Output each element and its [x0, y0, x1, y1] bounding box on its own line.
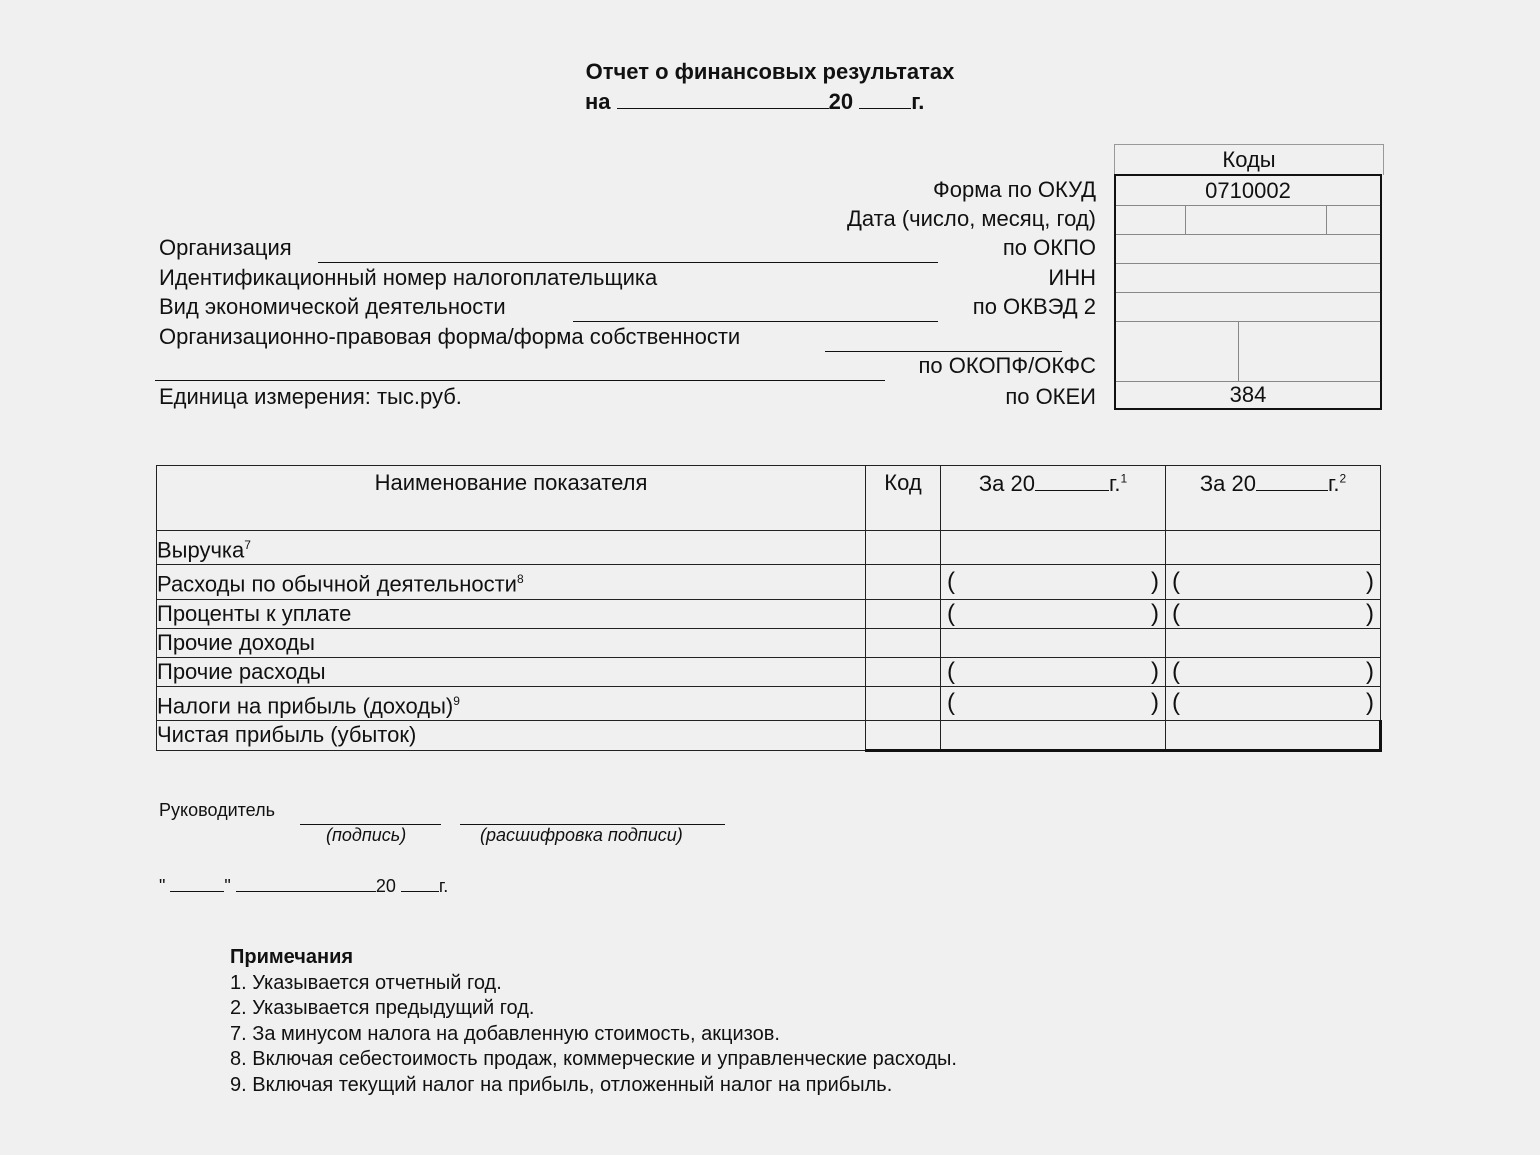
codes-box — [1114, 174, 1382, 410]
code-cell[interactable] — [866, 628, 941, 657]
inn-code-cell[interactable] — [1116, 263, 1380, 293]
inn-full-label: Идентификационный номер налогоплательщика — [159, 265, 658, 290]
code-cell[interactable] — [866, 565, 941, 599]
okopf-okfs-code-cell[interactable] — [1116, 321, 1380, 382]
date-code-cell[interactable] — [1116, 205, 1380, 235]
activity-label: Вид экономической деятельности — [159, 294, 506, 319]
table-row-net-profit — [157, 720, 1381, 750]
notes-section — [230, 945, 957, 1098]
signature-caption: (подпись) — [326, 825, 407, 845]
signature-decode-field[interactable] — [460, 804, 725, 825]
table-row-ordinary-expenses — [157, 565, 1381, 599]
okei-code-cell[interactable]: 384 — [1229, 382, 1267, 407]
current-value-cell[interactable]: ( ) — [941, 657, 1166, 686]
financial-results-table — [156, 465, 1382, 752]
note-item: 9. Включая текущий налог на прибыль, отложенный налог на прибыль. — [230, 1073, 893, 1096]
date-prefix: на — [585, 89, 611, 114]
row-label: Выручка$^7$ — [157, 531, 866, 565]
signature-date-line: " " 20 г. — [159, 871, 448, 897]
row-label: Прочие расходы — [157, 657, 866, 686]
col-header-previous-year: За 20 г.$^2$ — [1166, 466, 1381, 531]
table-row-revenue — [157, 531, 1381, 565]
date-suffix: г. — [911, 89, 925, 114]
code-cell[interactable] — [866, 720, 941, 750]
okved-label: по ОКВЭД 2 — [972, 294, 1096, 319]
unit-label: Единица измерения: тыс.руб. — [159, 384, 462, 409]
signature-decode-caption: (расшифровка подписи) — [480, 825, 683, 845]
code-cell[interactable] — [866, 599, 941, 628]
code-cell[interactable] — [866, 686, 941, 720]
legal-form-field[interactable] — [825, 331, 1062, 352]
organization-label: Организация — [159, 235, 292, 260]
activity-field[interactable] — [573, 301, 938, 322]
current-value-cell[interactable]: ( ) — [941, 599, 1166, 628]
organization-field[interactable] — [318, 242, 938, 263]
report-date-line — [585, 88, 924, 116]
current-year-field[interactable] — [1035, 470, 1109, 491]
col-header-code: Код — [866, 466, 941, 531]
okud-label: Форма по ОКУД — [933, 177, 1096, 202]
okopf-label: по ОКОПФ/ОКФС — [918, 353, 1096, 378]
legal-form-field-continued[interactable] — [155, 360, 885, 381]
note-item: 2. Указывается предыдущий год. — [230, 997, 535, 1019]
note-item: 1. Указывается отчетный год. — [230, 971, 502, 994]
table-row-income-tax — [157, 686, 1381, 720]
row-label: Расходы по обычной деятельности$^8$ — [157, 565, 866, 599]
col-header-name: Наименование показателя — [157, 466, 866, 531]
date-field[interactable] — [617, 88, 829, 109]
current-value-cell[interactable]: ( ) — [941, 565, 1166, 599]
codes-heading: Коды — [1114, 144, 1384, 175]
current-value-cell[interactable] — [941, 531, 1166, 565]
date-label: Дата (число, месяц, год) — [846, 206, 1096, 231]
okei-label: по ОКЕИ — [1005, 384, 1096, 409]
inn-label: ИНН — [1048, 265, 1096, 290]
signature-year-field[interactable] — [401, 871, 439, 892]
signature-field[interactable] — [300, 804, 441, 825]
previous-year-field[interactable] — [1256, 470, 1328, 491]
current-value-cell[interactable]: ( ) — [941, 686, 1166, 720]
signature-month-field[interactable] — [236, 871, 376, 892]
row-label: Проценты к уплате — [157, 599, 866, 628]
table-row-interest-payable — [157, 599, 1381, 628]
legal-form-label: Организационно-правовая форма/форма собственности — [159, 324, 741, 349]
okpo-label: по ОКПО — [1002, 235, 1096, 260]
code-cell[interactable] — [866, 657, 941, 686]
note-item: 8. Включая себестоимость продаж, коммерческие и управленческие расходы. — [230, 1048, 957, 1070]
row-label: Прочие доходы — [157, 628, 866, 657]
current-value-cell[interactable] — [941, 720, 1166, 750]
table-header-row — [157, 466, 1381, 531]
okved-code-cell[interactable] — [1116, 292, 1380, 322]
report-title: Отчет о финансовых результатах — [585, 59, 955, 84]
previous-value-cell[interactable] — [1166, 628, 1381, 657]
previous-value-cell[interactable]: ( ) — [1166, 565, 1381, 599]
code-cell[interactable] — [866, 531, 941, 565]
previous-value-cell[interactable] — [1166, 531, 1381, 565]
table-row-other-expenses — [157, 657, 1381, 686]
notes-heading: Примечания — [230, 946, 354, 968]
previous-value-cell[interactable]: ( ) — [1166, 599, 1381, 628]
signature-day-field[interactable] — [170, 871, 224, 892]
col-header-current-year: За 20 г.$^1$ — [941, 466, 1166, 531]
previous-value-cell[interactable]: ( ) — [1166, 657, 1381, 686]
row-label: Налоги на прибыль (доходы)$^9$ — [157, 686, 866, 720]
date-year-prefix: 20 — [828, 89, 854, 114]
signature-role: Руководитель — [159, 800, 275, 820]
okud-code-cell[interactable]: 0710002 — [1116, 176, 1380, 206]
previous-value-cell[interactable] — [1166, 720, 1381, 750]
row-label: Чистая прибыль (убыток) — [157, 720, 866, 750]
year-field[interactable] — [859, 88, 911, 109]
okpo-code-cell[interactable] — [1116, 234, 1380, 264]
note-item: 7. За минусом налога на добавленную стоимость, акцизов. — [230, 1022, 780, 1045]
table-row-other-income — [157, 628, 1381, 657]
previous-value-cell[interactable]: ( ) — [1166, 686, 1381, 720]
current-value-cell[interactable] — [941, 628, 1166, 657]
